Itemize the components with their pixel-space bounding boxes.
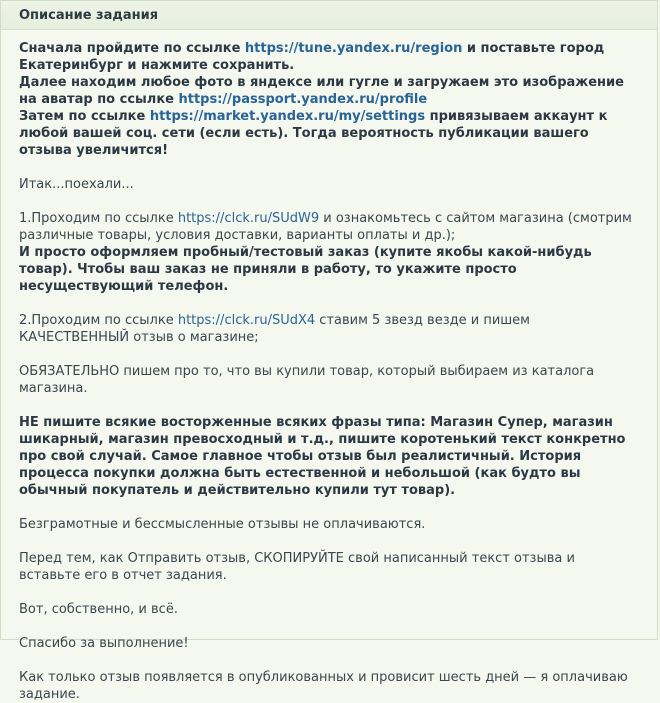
- step-2-text: 2.Проходим по ссылке: [19, 313, 178, 328]
- intro-text: Затем по ссылке: [19, 109, 150, 124]
- warning-note: НЕ пишите всякие восторженные всяких фразы типа: Магазин Супер, магазин шикарный, магазин превосходный и т.д., пишите коротенький текст конкретно про свой случай. Самое главное чтобы отзыв был реалистичный. История процесса покупки должна быть естественной и небольшой (как будто вы обычный покупатель и действительно купили тут товар).: [19, 415, 626, 498]
- shop-link[interactable]: https://clck.ru/SUdW9: [177, 211, 320, 226]
- step-1-bold: И просто оформляем пробный/тестовый заказ (купите якобы какой-нибудь товар). Чтобы ваш заказ не приняли в работу, то укажите просто несуществующий телефон.: [19, 245, 592, 294]
- copy-note: Перед тем, как Отправить отзыв, СКОПИРУЙТЕ свой написанный текст отзыва и вставьте его в отчет задания.: [19, 551, 575, 583]
- region-link[interactable]: https://tune.yandex.ru/region: [244, 41, 463, 56]
- step-2: [19, 312, 639, 346]
- mandatory-note: ОБЯЗАТЕЛЬНО пишем про то, что вы купили товар, который выбираем из каталога магазина.: [19, 364, 595, 396]
- intro-line-2: [19, 74, 639, 108]
- thanks-text: Спасибо за выполнение!: [19, 636, 189, 651]
- step-1-text: и ознакомьтесь с сайтом магазина (смотрим различные товары, условия доставки, варианты оплаты и др.);: [19, 211, 632, 243]
- intro-line-1: [19, 40, 639, 74]
- market-settings-link[interactable]: https://market.yandex.ru/my/settings: [149, 109, 426, 124]
- intro-text: Далее находим любое фото в яндексе или гугле и загружаем это изображение на аватар по ссылке: [19, 75, 624, 107]
- review-link[interactable]: https://clck.ru/SUdX4: [177, 313, 316, 328]
- step-1-text: 1.Проходим по ссылке: [19, 211, 178, 226]
- panel-title: Описание задания: [1, 1, 657, 30]
- that-is-all-text: Вот, собственно, и всё.: [19, 602, 178, 617]
- step-2-text: ставим 5 звезд везде и пишем КАЧЕСТВЕННЫЙ отзыв о магазине;: [19, 313, 530, 345]
- task-description-body: [1, 30, 657, 703]
- intro-line-3: [19, 108, 639, 159]
- intro-text: и поставьте город Екатеринбург и нажмите сохранить.: [19, 41, 605, 73]
- intro-text: привязываем аккаунт к любой вашей соц. сети (если есть). Тогда вероятность публикации вашего отзыва увеличится!: [19, 109, 608, 158]
- payment-note: Как только отзыв появляется в опубликованных и провисит шесть дней — я оплачиваю задание.: [19, 670, 628, 702]
- profile-link[interactable]: https://passport.yandex.ru/profile: [178, 92, 428, 107]
- unpaid-note: Безграмотные и бессмысленные отзывы не оплачиваются.: [19, 517, 426, 532]
- intro-text: Сначала пройдите по ссылке: [19, 41, 245, 56]
- step-1: [19, 210, 639, 244]
- lets-go-text: Итак...поехали...: [19, 177, 134, 192]
